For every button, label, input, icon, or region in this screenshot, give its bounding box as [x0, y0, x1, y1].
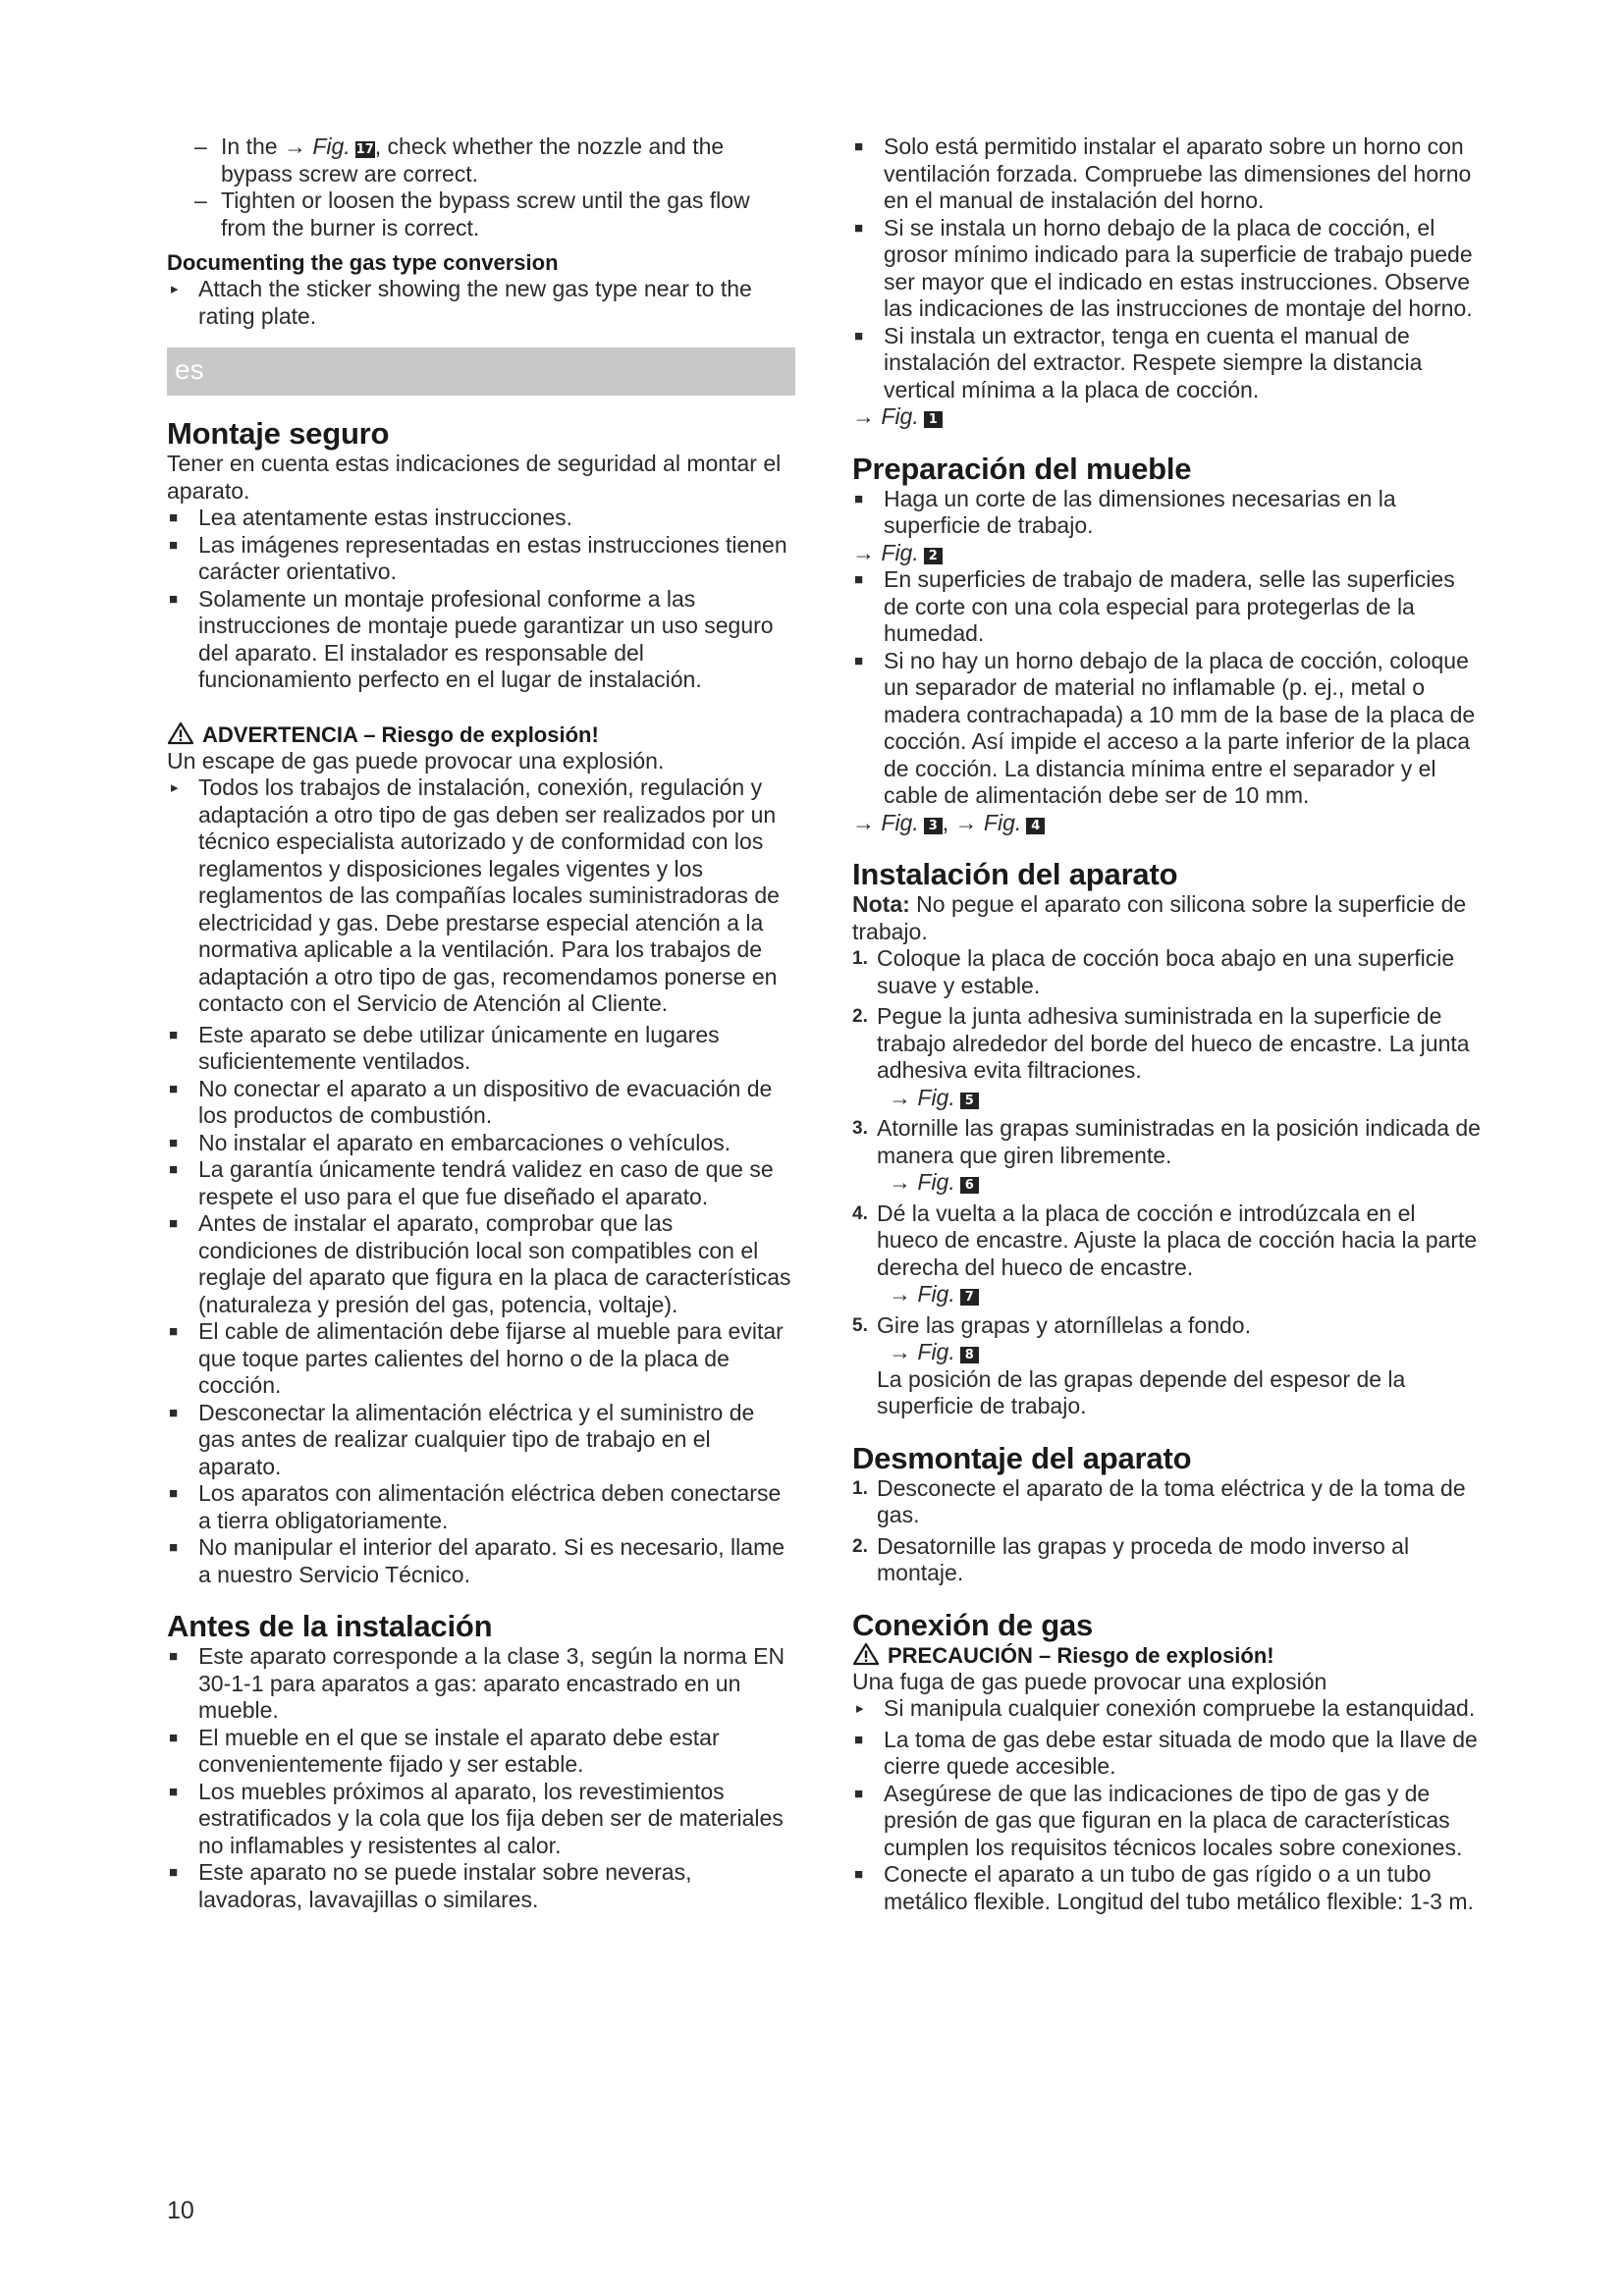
- square-bullet-icon: ■: [169, 1783, 179, 1800]
- step-item: 2. Desatornille las grapas y proceda de modo inverso al montaje.: [852, 1532, 1410, 1585]
- fig-ref: → Fig. 1: [852, 403, 1481, 431]
- step-item: 2. Pegue la junta adhesiva suministrada en la superficie de trabajo alrededor del borde del hueco de encastre. La junta adhesiva evita filtraciones. → Fig. 5: [852, 1003, 1481, 1111]
- step-item: 3. Atornille las grapas suministradas en la posición indicada de manera que giren libremente. → Fig. 6: [852, 1115, 1481, 1195]
- list-item: ■ El cable de alimentación debe fijarse al mueble para evitar que toque partes calientes del horno o de la placa de cocción.: [169, 1318, 784, 1398]
- dash-item-1-pre: In the: [221, 133, 284, 159]
- square-bullet-icon: ■: [169, 590, 179, 608]
- right-column: [852, 133, 1481, 1915]
- page-number: 10: [167, 2197, 194, 2224]
- square-bullet-icon: ■: [854, 652, 864, 669]
- list-item: ■ Los muebles próximos al aparato, los revestimientos estratificados y la cola que los fija deben ser de materiales no inflamables y resistentes al calor.: [169, 1778, 784, 1858]
- square-bullet-icon: ■: [169, 1648, 179, 1665]
- nota-label: Nota:: [852, 891, 910, 917]
- left-column: [167, 133, 795, 1913]
- list-item: ■ Si no hay un horno debajo de la placa de cocción, coloque un separador de material no inflamable (p. ej., metal o madera contrachapada) a 10 mm de la base de la placa de cocción. Así impide el acceso a la parte inferior de la placa de cocción. La distancia mínima entre el separador y el cable de alimentación debe ser de 10 mm.: [854, 647, 1476, 808]
- warning-triangle-icon: [852, 1642, 880, 1666]
- list-item: ■ Lea atentamente estas instrucciones.: [169, 505, 573, 530]
- list-item: ■ Los aparatos con alimentación eléctrica deben conectarse a tierra obligatoriamente.: [169, 1480, 782, 1533]
- square-bullet-icon: ■: [169, 1215, 179, 1232]
- square-bullet-icon: ■: [854, 138, 864, 155]
- list-item: ■ Conecte el aparato a un tubo de gas rígido o a un tubo metálico flexible. Longitud del tubo metálico flexible: 1-3 m.: [854, 1861, 1474, 1914]
- list-item: ■ Asegúrese de que las indicaciones de tipo de gas y de presión de gas que figuran en la placa de características cumplen los requisitos técnicos locales sobre conexiones.: [854, 1780, 1463, 1860]
- square-bullet-icon: ■: [854, 1866, 864, 1883]
- dash-item-2: Tighten or loosen the bypass screw until the gas flow from the burner is correct.: [221, 187, 750, 240]
- list-item: ■ Antes de instalar el aparato, comprobar que las condiciones de distribución local son compatibles con el reglaje del aparato que figura en la placa de características (naturaleza y presión del gas, potencia, voltaje).: [169, 1210, 791, 1317]
- square-bullet-icon: ■: [854, 327, 864, 345]
- fig-ref: → Fig. 5: [877, 1085, 1481, 1112]
- triangle-action-icon: ▸: [856, 1700, 864, 1717]
- square-bullet-icon: ■: [854, 219, 864, 237]
- arrow-right-icon: →: [852, 539, 875, 565]
- square-bullet-icon: ■: [169, 1323, 179, 1340]
- square-bullet-icon: ■: [169, 1161, 179, 1178]
- fig-number-box: 1: [924, 411, 943, 428]
- square-bullet-icon: ■: [169, 1539, 179, 1556]
- caution-title: PRECAUCIÓN – Riesgo de explosión!: [852, 1642, 1481, 1669]
- inst-after: La posición de las grapas depende del espesor de la superficie de trabajo.: [877, 1365, 1406, 1418]
- square-bullet-icon: ■: [854, 571, 864, 588]
- inst-heading: Instalación del aparato: [852, 857, 1178, 891]
- fig-ref: → Fig. 8: [877, 1339, 1481, 1366]
- warning-triangle-icon: [167, 721, 194, 745]
- square-bullet-icon: ■: [169, 1080, 179, 1097]
- arrow-right-icon: →: [954, 809, 978, 835]
- caution-text: Una fuga de gas puede provocar una explosión: [852, 1668, 1327, 1694]
- arrow-right-icon: →: [889, 1281, 911, 1307]
- fig-number-box: 6: [960, 1177, 979, 1194]
- arrow-right-icon: →: [852, 403, 875, 429]
- fig-number-box: 17: [355, 142, 374, 157]
- list-item: ■ Si instala un extractor, tenga en cuenta el manual de instalación del extractor. Respete siempre la distancia vertical mínima a la placa de cocción.: [854, 322, 1423, 402]
- step-item: 4. Dé la vuelta a la placa de cocción e introdúzcala en el hueco de encastre. Ajuste la placa de cocción hacia la parte derecha del hueco de encastre. → Fig. 7: [852, 1201, 1481, 1308]
- list-item: ■ No instalar el aparato en embarcaciones o vehículos.: [169, 1129, 731, 1155]
- square-bullet-icon: ■: [169, 1026, 179, 1043]
- fig-ref: → Fig. 7: [877, 1281, 1481, 1308]
- square-bullet-icon: ■: [854, 1785, 864, 1802]
- square-bullet-icon: ■: [169, 1134, 179, 1151]
- list-item: ■ Este aparato se debe utilizar únicamente en lugares suficientemente ventilados.: [169, 1021, 720, 1074]
- fig-number-box: 4: [1026, 818, 1045, 834]
- montaje-heading: Montaje seguro: [167, 416, 390, 451]
- list-item: ■ No manipular el interior del aparato. Si es necesario, llame a nuestro Servicio Técnico.: [169, 1534, 785, 1587]
- list-item: ■ Las imágenes representadas en estas instrucciones tienen carácter orientativo.: [169, 531, 787, 584]
- square-bullet-icon: ■: [169, 536, 179, 554]
- warning-title: ADVERTENCIA – Riesgo de explosión!: [167, 721, 795, 748]
- step-item: 5. Gire las grapas y atorníllelas a fondo. → Fig. 8 La posición de las grapas depende del espesor de la superficie de trabajo.: [852, 1312, 1481, 1420]
- arrow-right-icon: →: [889, 1339, 911, 1364]
- list-item: ■ Este aparato no se puede instalar sobre neveras, lavadoras, lavavajillas o similares.: [169, 1859, 692, 1912]
- antes-heading: Antes de la instalación: [167, 1609, 493, 1643]
- dash-item: – Tighten or loosen the bypass screw until the gas flow from the burner is correct.: [194, 187, 750, 240]
- list-item: ■ Solo está permitido instalar el aparato sobre un horno con ventilación forzada. Compruebe las dimensiones del horno en el manual de instalación del horno.: [854, 133, 1472, 213]
- list-item: ■ La toma de gas debe estar situada de modo que la llave de cierre quede accesible.: [854, 1726, 1478, 1779]
- list-item: ■ Solamente un montaje profesional conforme a las instrucciones de montaje puede garantizar un uso seguro del aparato. El instalador es responsable del funcionamiento perfecto en el lugar de instalación.: [169, 585, 774, 692]
- fig-number-box: 7: [960, 1289, 979, 1306]
- triangle-action-icon: ▸: [171, 281, 179, 297]
- square-bullet-icon: ■: [854, 490, 864, 507]
- list-item: ■ Haga un corte de las dimensiones necesarias en la superficie de trabajo.: [854, 485, 1396, 538]
- square-bullet-icon: ■: [169, 1404, 179, 1421]
- list-item: ■ No conectar el aparato a un dispositivo de evacuación de los productos de combustión.: [169, 1075, 773, 1128]
- list-item: ■ Si se instala un horno debajo de la placa de cocción, el grosor mínimo indicado para la superficie de trabajo puede ser mayor que el indicado en estas instrucciones. Observe las indicaciones de las instrucciones de montaje del horno.: [854, 214, 1473, 321]
- square-bullet-icon: ■: [169, 1864, 179, 1881]
- fig-number-box: 3: [924, 818, 943, 834]
- action-item: ▸ Si manipula cualquier conexión compruebe la estanquidad.: [856, 1695, 1476, 1721]
- language-bar: [167, 347, 795, 396]
- step-item: 1. Desconecte el aparato de la toma eléctrica y de la toma de gas.: [852, 1474, 1466, 1527]
- desm-heading: Desmontaje del aparato: [852, 1440, 1192, 1475]
- fig-ref: → Fig. 3 , → Fig. 4: [852, 810, 1481, 837]
- prep-heading: Preparación del mueble: [852, 451, 1192, 486]
- dash-item: – In the → Fig. 17, check whether the nozzle and the bypass screw are correct.: [194, 133, 725, 187]
- fig-ref: → Fig. 17: [283, 133, 374, 159]
- fig-number-box: 5: [960, 1093, 979, 1109]
- fig-number-box: 2: [924, 548, 943, 564]
- nota: Nota: No pegue el aparato con silicona sobre la superficie de trabajo.: [852, 891, 1467, 944]
- list-item: ■ La garantía únicamente tendrá validez en caso de que se respete el uso para el que fue diseñado el aparato.: [169, 1156, 774, 1209]
- arrow-right-icon: →: [889, 1169, 911, 1195]
- fig-ref: → Fig. 2: [852, 540, 1481, 567]
- action-item: ▸ Todos los trabajos de instalación, conexión, regulación y adaptación a otro tipo de gas deben ser realizados por un técnico especialista autorizado y de conformidad con los reglamentos y disposiciones legales vigentes y los reglamentos de las compañías locales suministradoras de electricidad y gas. Debe prestarse especial atención a la normativa aplicable a la ventilación. Para los trabajos de adaptación a otro tipo de gas, recomendamos ponerse en contacto con el Servicio de Atención al Cliente.: [171, 774, 780, 1016]
- triangle-action-icon: ▸: [171, 779, 179, 796]
- list-item: ■ Este aparato corresponde a la clase 3, según la norma EN 30-1-1 para aparatos a gas: aparato encastrado en un mueble.: [169, 1643, 785, 1723]
- arrow-right-icon: →: [852, 809, 875, 835]
- fig-number-box: 8: [960, 1347, 979, 1363]
- dash-item-1-post: , check whether the nozzle and the bypass screw are correct.: [221, 133, 725, 187]
- doc-heading: Documenting the gas type conversion: [167, 250, 559, 275]
- list-item: ■ El mueble en el que se instale el aparato debe estar convenientemente fijado y ser estable.: [169, 1724, 720, 1777]
- square-bullet-icon: ■: [169, 1485, 179, 1502]
- square-bullet-icon: ■: [854, 1731, 864, 1748]
- arrow-right-icon: →: [889, 1084, 911, 1110]
- square-bullet-icon: ■: [169, 509, 179, 526]
- square-bullet-icon: ■: [169, 1729, 179, 1746]
- fig-ref: → Fig. 6: [877, 1169, 1481, 1197]
- action-item: ▸ Attach the sticker showing the new gas type near to the rating plate.: [171, 276, 752, 329]
- gas-heading: Conexión de gas: [852, 1607, 1094, 1642]
- language-label: es: [175, 354, 204, 385]
- montaje-intro: Tener en cuenta estas indicaciones de seguridad al montar el aparato.: [167, 451, 782, 504]
- warning-text: Un escape de gas puede provocar una explosión.: [167, 747, 665, 774]
- step-item: 1. Coloque la placa de cocción boca abajo en una superficie suave y estable.: [852, 945, 1455, 998]
- list-item: ■ Desconectar la alimentación eléctrica y el suministro de gas antes de realizar cualquier tipo de trabajo en el aparato.: [169, 1399, 755, 1479]
- list-item: ■ En superficies de trabajo de madera, selle las superficies de corte con una cola especial para protegerlas de la humedad.: [854, 566, 1455, 646]
